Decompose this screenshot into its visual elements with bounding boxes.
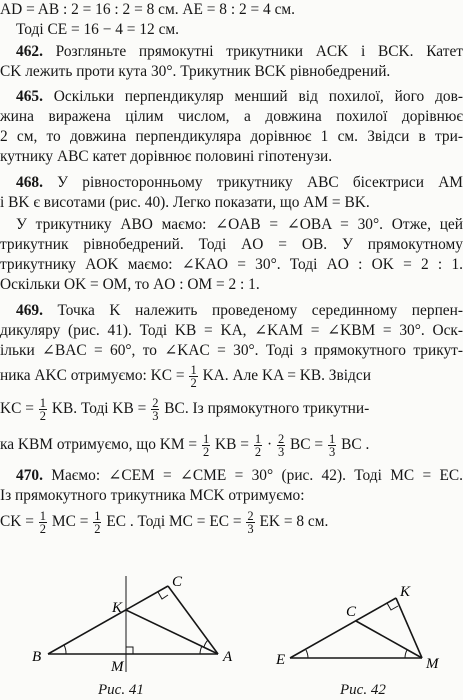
problem-465-line3 [0, 127, 463, 147]
problem-number: 462. [16, 43, 43, 60]
label-m: M [111, 659, 124, 675]
label-c: C [346, 604, 357, 620]
text-line: Оскільки OK = OM, то AO : OM = 2 : 1. [0, 276, 260, 293]
text-line: Тоді CE = 16 − 4 = 12 см. [16, 21, 179, 38]
figure-42-caption [340, 682, 386, 699]
label-k: K [400, 584, 411, 600]
text-line: У рівносторонньому трикутнику ABC бісектриси AM [42, 174, 463, 191]
angle-arc-m [405, 650, 407, 658]
fraction [151, 397, 159, 422]
figure-41-drawing [20, 568, 245, 680]
segment-ek [290, 598, 396, 658]
problem-number: 469. [16, 302, 43, 319]
label-k: K [112, 600, 123, 616]
problem-462-line2 [0, 62, 463, 82]
segment-ka [126, 610, 218, 654]
problem-465-line4 [0, 147, 463, 167]
segment-ca [168, 586, 218, 654]
fraction [246, 510, 254, 535]
text-line: дикуляру (рис. 41). Тоді KB = KA, ∠KAM = ∠KBM = 30°. Оск- [0, 322, 463, 339]
denominator: 2 [202, 445, 210, 459]
problem-465-line1 [0, 87, 463, 107]
right-angle-mark-k [387, 603, 398, 610]
text-fragment: MC = [51, 513, 89, 531]
caption-text: Рис. 41 [98, 682, 144, 698]
numerator: 1 [254, 432, 262, 446]
figure-41-caption [98, 682, 144, 699]
problem-465-line2 [0, 107, 463, 127]
fraction [39, 510, 47, 535]
numerator: 1 [39, 396, 47, 410]
text-fragment: KB. Тоді KB = [51, 400, 147, 418]
problem-468-line2 [0, 193, 463, 213]
problem-470-line3 [0, 510, 463, 535]
problem-468-line5 [0, 255, 463, 275]
figure-41 [20, 568, 245, 680]
problem-469-line6 [0, 433, 463, 458]
fraction [93, 510, 101, 535]
label-m: M [426, 656, 439, 672]
right-angle-mark-m [126, 647, 133, 654]
problem-469-line2 [0, 321, 463, 341]
text-line: Точка K належить проведеному серединному перпен- [42, 302, 463, 319]
numerator: 1 [94, 509, 101, 523]
text-line: кутнику ABC катет дорівнює половині гіпотенузи. [0, 148, 333, 165]
problem-number: 468. [16, 174, 43, 191]
denominator: 3 [152, 409, 159, 423]
problem-469-line5 [0, 397, 463, 422]
text-line: У трикутнику ABO маємо: ∠OAB = ∠OBA = 30°. Отже, цей [16, 216, 463, 233]
text-fragment: KB = [215, 436, 249, 454]
text-line: Оскільки перпендикуляр менший від похилої, його дов- [42, 88, 463, 105]
text-fragment: EK = 8 см. [259, 513, 329, 531]
text-line: AD = AB : 2 = 16 : 2 = 8 см. AE = 8 : 2 = 4 см. [0, 1, 296, 18]
fraction [277, 433, 285, 458]
denominator: 3 [247, 522, 254, 536]
text-line: Із прямокутного трикутника MCK отримуємо: [0, 487, 305, 504]
problem-470-line2 [0, 486, 463, 506]
numerator: 1 [39, 509, 47, 523]
text-line: ільки ∠BAC = 60°, то ∠KAC = 30°. Тоді з прямокутного трикут- [0, 342, 463, 359]
problem-468-line4 [0, 235, 463, 255]
problem-468-line1 [0, 173, 463, 193]
text-line: CK лежить проти кута 30°. Трикутник BCK рівнобедрений. [0, 63, 391, 80]
angle-arc-a1 [200, 646, 202, 654]
angle-arc-b [64, 645, 66, 654]
problem-468-line3 [0, 215, 463, 235]
numerator: 1 [190, 363, 197, 377]
angle-arc-e [306, 650, 308, 658]
right-angle-mark-c [158, 592, 168, 599]
problem-469-line4 [0, 364, 463, 389]
text-fragment: BC. Із прямокутного трикутни- [164, 400, 370, 418]
text-fragment: EC . Тоді MC = EC = [106, 513, 242, 531]
numerator: 2 [277, 432, 285, 446]
figure-42 [268, 578, 463, 680]
segment-bc [48, 586, 168, 654]
text-line: жина виражена цілим числом, а довжина похилої дорівнює [0, 108, 463, 125]
text-line: Маємо: ∠CEM = ∠CME = 30° (рис. 42). Тоді MC = EC. [42, 467, 463, 484]
figure-42-drawing [268, 578, 463, 680]
fraction [189, 364, 197, 389]
denominator: 3 [277, 445, 285, 459]
label-a: A [223, 649, 233, 665]
problem-number: 470. [16, 467, 43, 484]
denominator: 2 [39, 522, 47, 536]
text-fragment: · [266, 436, 273, 454]
denominator: 2 [254, 445, 262, 459]
text-line: Розгляньте прямокутні трикутники ACK і BCK. Катет [42, 43, 463, 60]
fraction [39, 397, 47, 422]
angle-arc-a2 [204, 640, 208, 647]
problem-469-line1 [0, 301, 463, 321]
segment-km [396, 598, 422, 658]
label-e: E [276, 652, 286, 668]
numerator: 1 [202, 432, 210, 446]
problem-number: 465. [16, 88, 43, 105]
text-line: трикутнику AOK маємо: ∠KAO = 30°. Тоді AO : OK = 2 : 1. [0, 256, 463, 273]
text-line: 2 см, то довжина перпендикуляра дорівнює 1 см. Звідси в три- [0, 128, 463, 145]
problem-470-line1 [0, 466, 463, 486]
text-fragment: KA. Але KA = KB. Звідси [202, 367, 371, 385]
text-fragment: ка KBM отримуємо, що KM = [0, 436, 198, 454]
problem-469-line3 [0, 341, 463, 361]
line-ad-ab [0, 0, 463, 20]
caption-text: Рис. 42 [340, 682, 386, 698]
problem-468-line6 [0, 275, 463, 295]
text-fragment: ника AKC отримуємо: KC = [0, 367, 185, 385]
text-fragment: KC = [0, 400, 34, 418]
label-b: B [32, 649, 42, 665]
fraction [254, 433, 262, 458]
text-line: і BK є висотами (рис. 40). Легко показати, що AM = BK. [0, 194, 370, 211]
text-fragment: BC . [341, 436, 370, 454]
numerator: 2 [152, 396, 159, 410]
line-ce [16, 20, 463, 40]
denominator: 2 [39, 409, 47, 423]
text-fragment: CK = [0, 513, 34, 531]
numerator: 2 [247, 509, 254, 523]
problem-462-line1 [0, 42, 463, 62]
numerator: 1 [328, 432, 336, 446]
label-c: C [172, 574, 183, 590]
text-fragment: BC = [290, 436, 324, 454]
segment-cm [356, 621, 422, 658]
fraction [202, 433, 210, 458]
text-line: трикутник рівнобедрений. Тоді AO = OB. У прямокутному [0, 236, 463, 253]
denominator: 2 [190, 376, 197, 390]
fraction [328, 433, 336, 458]
denominator: 2 [94, 522, 101, 536]
denominator: 3 [328, 445, 336, 459]
